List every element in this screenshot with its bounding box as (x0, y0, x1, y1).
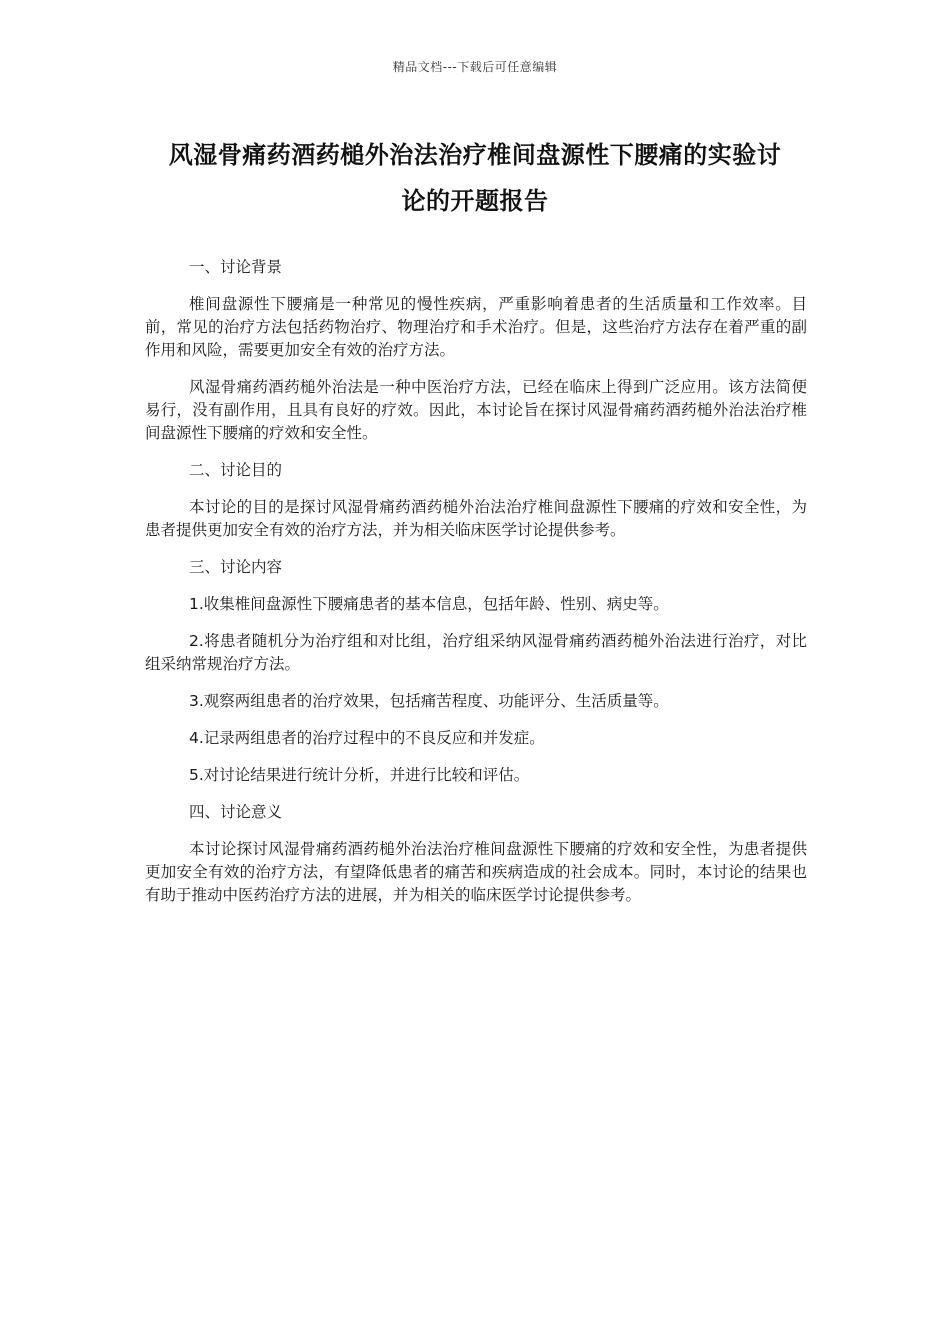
content-item-4: 4.记录两组患者的治疗过程中的不良反应和并发症。 (189, 729, 545, 747)
title-line-2: 论的开题报告 (401, 187, 549, 215)
content-item-1: 1.收集椎间盘源性下腰痛患者的基本信息，包括年龄、性别、病史等。 (189, 595, 669, 613)
content-item-2: 2.将患者随机分为治疗组和对比组，治疗组采纳风湿骨痛药酒药槌外治法进行治疗，对比组采纳常规治疗方法。 (145, 632, 807, 673)
paragraph-background-2: 风湿骨痛药酒药槌外治法是一种中医治疗方法，已经在临床上得到广泛应用。该方法简便易行，没有副作用，且具有良好的疗效。因此，本讨论旨在探讨风湿骨痛药酒药槌外治法治疗椎间盘源性下腰痛的疗效和安全性。 (145, 378, 807, 442)
header-note: 精品文档---下载后可任意编辑 (392, 60, 558, 74)
paragraph-significance-1: 本讨论探讨风湿骨痛药酒药槌外治法治疗椎间盘源性下腰痛的疗效和安全性，为患者提供更加安全有效的治疗方法，有望降低患者的痛苦和疾病造成的社会成本。同时，本讨论的结果也有助于推动中医药治疗方法的进展，并为相关的临床医学讨论提供参考。 (145, 840, 807, 904)
paragraph-background-1: 椎间盘源性下腰痛是一种常见的慢性疾病，严重影响着患者的生活质量和工作效率。目前，常见的治疗方法包括药物治疗、物理治疗和手术治疗。但是，这些治疗方法存在着严重的副作用和风险，需要更加安全有效的治疗方法。 (145, 295, 807, 359)
paragraph-purpose-1: 本讨论的目的是探讨风湿骨痛药酒药槌外治法治疗椎间盘源性下腰痛的疗效和安全性，为患者提供更加安全有效的治疗方法，并为相关临床医学讨论提供参考。 (145, 498, 807, 539)
document-title (150, 132, 800, 224)
section-heading-content: 三、讨论内容 (189, 558, 283, 576)
title-line-1: 风湿骨痛药酒药槌外治法治疗椎间盘源性下腰痛的实验讨 (168, 141, 782, 169)
document-body (145, 256, 807, 921)
content-item-3: 3.观察两组患者的治疗效果，包括痛苦程度、功能评分、生活质量等。 (189, 692, 669, 710)
section-heading-background: 一、讨论背景 (189, 258, 283, 276)
content-item-5: 5.对讨论结果进行统计分析，并进行比较和评估。 (189, 766, 530, 784)
section-heading-significance: 四、讨论意义 (189, 803, 283, 821)
section-heading-purpose: 二、讨论目的 (189, 461, 283, 479)
